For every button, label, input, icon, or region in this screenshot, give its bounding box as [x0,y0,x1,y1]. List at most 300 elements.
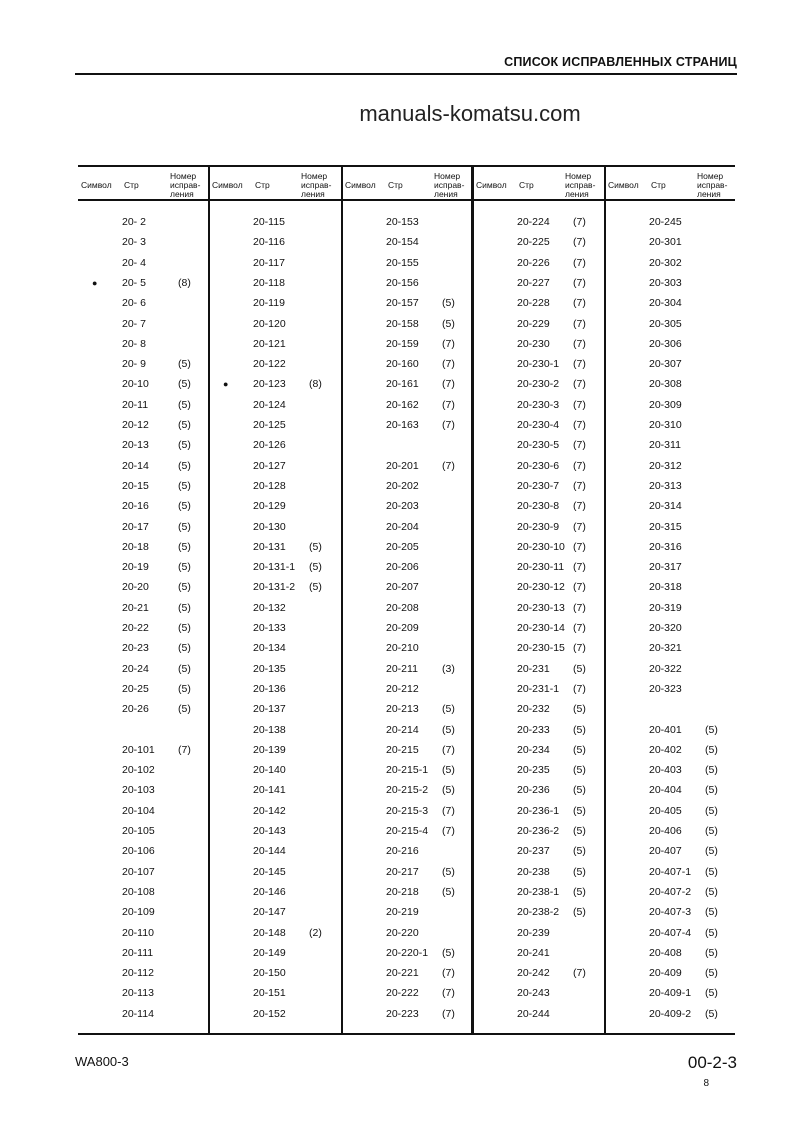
row-page: 20-407 [649,845,682,858]
row-page: 20-158 [386,317,419,330]
row-page: 20-230-12 [517,581,565,594]
row-page: 20-154 [386,236,419,249]
row-revision: (5) [178,439,191,452]
row-revision: (7) [573,540,586,553]
row-page: 20-106 [122,845,155,858]
row-revision: (5) [573,703,586,716]
header-revision: Номер исправ- ления [697,171,728,199]
row-page: 20- 7 [122,317,146,330]
row-page: 20-210 [386,642,419,655]
row-page: 20-401 [649,723,682,736]
column-divider [341,165,343,1035]
row-page: 20-236-2 [517,825,560,837]
row-revision: (7) [442,987,455,1000]
row-page: 20-15 [122,479,149,492]
row-page: 20-212 [386,682,419,695]
row-page: 20-404 [649,784,682,797]
row-revision: (5) [178,500,191,513]
row-page: 20-244 [517,1007,550,1020]
row-revision: (5) [178,642,191,655]
row-revision: (5) [442,703,455,716]
row-page: 20-143 [253,825,286,837]
header-page: Стр [519,180,534,190]
row-revision: (5) [705,926,718,939]
row-page: 20-221 [386,967,419,980]
row-page: 20-407-2 [649,885,692,898]
row-page: 20-18 [122,540,149,553]
row-page: 20-131 [253,540,286,553]
row-revision: (5) [442,865,455,878]
row-page: 20-22 [122,622,149,634]
row-page: 20-230-11 [517,561,565,574]
row-revision: (5) [573,845,586,858]
row-revision: (7) [573,459,586,472]
row-page: 20-235 [517,764,550,777]
row-page: 20-140 [253,764,286,777]
row-page: 20-147 [253,906,286,919]
row-revision: (5) [178,601,191,614]
row-revision: (7) [573,256,586,269]
row-page: 20-321 [649,642,682,655]
row-revision: (5) [178,459,191,472]
row-page: 20-156 [386,276,419,289]
row-page: 20-128 [253,479,286,492]
row-page: 20-402 [649,743,682,756]
row-revision: (7) [442,804,455,817]
row-page: 20-13 [122,439,149,452]
row-revision: (5) [705,987,718,1000]
row-page: 20-230 [517,337,550,350]
row-page: 20-318 [649,581,682,594]
row-page: 20-239 [517,926,550,939]
row-page: 20- 9 [122,358,146,371]
row-page: 20-409 [649,967,682,980]
row-page: 20-137 [253,703,286,716]
row-page: 20-215 [386,743,419,756]
row-page: 20-307 [649,358,682,371]
row-revision: (5) [178,622,191,634]
row-revision: (2) [309,926,322,939]
row-page: 20-237 [517,845,550,858]
row-revision: (5) [178,419,191,431]
row-page: 20-236 [517,784,550,797]
row-revision: (7) [573,479,586,492]
row-page: 20-226 [517,256,550,269]
row-revision: (5) [178,398,191,411]
row-page: 20-207 [386,581,419,594]
row-page: 20-229 [517,317,550,330]
row-page: 20-107 [122,865,155,878]
row-page: 20-14 [122,459,149,472]
row-revision: (5) [573,764,586,777]
row-revision: (5) [573,825,586,837]
row-page: 20-113 [122,987,154,1000]
row-revision: (5) [573,723,586,736]
row-page: 20-19 [122,561,149,574]
row-revision: (5) [705,845,718,858]
row-page: 20-220-1 [386,946,429,959]
row-revision: (7) [573,297,586,310]
row-revision: (5) [705,885,718,898]
row-page: 20-11 [122,398,149,411]
row-revision: (7) [442,398,455,411]
row-revision: (5) [705,784,718,797]
row-page: 20-409-2 [649,1007,692,1020]
row-page: 20-138 [253,723,286,736]
row-revision: (7) [573,601,586,614]
row-page: 20-304 [649,297,682,310]
row-revision: (7) [442,967,455,980]
column-header [605,165,735,199]
row-revision: (5) [705,723,718,736]
row-revision: (7) [573,358,586,371]
row-revision: (7) [573,682,586,695]
row-page: 20-17 [122,520,149,533]
row-page: 20-105 [122,825,155,837]
row-revision: (7) [573,337,586,350]
row-revision: (5) [442,764,455,777]
row-page: 20-408 [649,946,682,959]
row-revision: (5) [573,804,586,817]
row-revision: (8) [178,276,191,289]
row-page: 20-103 [122,784,155,797]
row-page: 20-115 [253,216,285,228]
row-page: 20-116 [253,236,285,249]
row-page: 20-24 [122,662,149,675]
row-page: 20-215-3 [386,804,429,817]
row-revision: (5) [705,906,718,919]
row-page: 20-157 [386,297,419,310]
row-page: 20-111 [122,946,154,959]
row-revision: (5) [705,743,718,756]
row-revision: (5) [178,662,191,675]
row-page: 20-227 [517,276,550,289]
page-header-title: СПИСОК ИСПРАВЛЕННЫХ СТРАНИЦ [504,55,737,69]
row-page: 20-230-1 [517,358,560,371]
row-page: 20-230-10 [517,540,565,553]
row-page: 20-204 [386,520,419,533]
row-revision: (8) [309,378,322,391]
row-revision: (7) [442,825,455,837]
row-page: 20-112 [122,967,154,980]
row-page: 20-238-1 [517,885,560,898]
header-page: Стр [124,180,139,190]
row-page: 20-16 [122,500,149,513]
row-page: 20-215-2 [386,784,429,797]
row-page: 20-403 [649,764,682,777]
row-page: 20-215-4 [386,825,429,837]
row-page: 20-120 [253,317,286,330]
row-page: 20-234 [517,743,550,756]
row-revision: (5) [178,581,191,594]
row-revision: (5) [309,561,322,574]
row-page: 20-241 [517,946,550,959]
row-revision: (5) [178,540,191,553]
row-revision: (7) [573,439,586,452]
row-revision: (5) [705,804,718,817]
row-page: 20-230-7 [517,479,560,492]
row-page: 20-25 [122,682,149,695]
row-revision: (7) [442,358,455,371]
row-revision: (7) [573,317,586,330]
row-page: 20-230-6 [517,459,560,472]
row-page: 20-320 [649,622,682,634]
row-page: 20-211 [386,662,418,675]
row-page: 20- 3 [122,236,146,249]
header-symbol: Символ [212,180,243,190]
row-page: 20-21 [122,601,149,614]
row-revision: (5) [705,825,718,837]
row-revision: (5) [705,946,718,959]
header-symbol: Символ [608,180,639,190]
header-symbol: Символ [345,180,376,190]
row-page: 20-242 [517,967,550,980]
row-page: 20-159 [386,337,419,350]
row-page: 20-150 [253,967,286,980]
row-symbol: ● [92,277,98,288]
footer-page-number: 00-2-3 [687,1053,737,1072]
row-page: 20-224 [517,216,550,228]
row-page: 20-148 [253,926,286,939]
row-page: 20-26 [122,703,149,716]
row-page: 20-245 [649,216,682,228]
row-page: 20-225 [517,236,550,249]
row-revision: (5) [573,885,586,898]
row-page: 20-135 [253,662,286,675]
row-page: 20-20 [122,581,149,594]
row-page: 20-228 [517,297,550,310]
header-page: Стр [255,180,270,190]
row-page: 20-409-1 [649,987,692,1000]
row-revision: (7) [442,419,455,431]
column-header [209,165,339,199]
row-page: 20-142 [253,804,286,817]
row-revision: (7) [442,1007,455,1020]
row-page: 20- 2 [122,216,146,228]
row-page: 20-124 [253,398,286,411]
row-page: 20-130 [253,520,286,533]
row-revision: (7) [573,276,586,289]
row-page: 20-231-1 [517,682,560,695]
row-page: 20- 5 [122,276,146,289]
row-revision: (7) [573,581,586,594]
row-page: 20-317 [649,561,682,574]
row-page: 20-407-3 [649,906,692,919]
row-revision: (7) [573,216,586,228]
row-page: 20-305 [649,317,682,330]
column-header [78,165,208,199]
column-divider [471,165,474,1035]
row-symbol: ● [223,379,229,390]
row-page: 20-155 [386,256,419,269]
row-page: 20-216 [386,845,419,858]
row-page: 20-214 [386,723,419,736]
row-page: 20-132 [253,601,286,614]
row-page: 20-230-13 [517,601,565,614]
column-divider [208,165,210,1035]
row-revision: (7) [573,419,586,431]
row-page: 20-222 [386,987,419,1000]
row-page: 20-316 [649,540,682,553]
table-bottom-rule [78,1033,735,1035]
row-page: 20-109 [122,906,155,919]
header-symbol: Символ [476,180,507,190]
row-revision: (5) [309,540,322,553]
header-rule [75,73,737,75]
row-revision: (5) [178,520,191,533]
row-page: 20-230-15 [517,642,565,655]
row-page: 20-163 [386,419,419,431]
row-page: 20-407-1 [649,865,692,878]
column-header [342,165,472,199]
row-revision: (7) [442,337,455,350]
row-revision: (7) [178,743,191,756]
row-page: 20-146 [253,885,286,898]
row-page: 20-125 [253,419,286,431]
row-page: 20-218 [386,885,419,898]
row-revision: (5) [573,906,586,919]
row-page: 20-151 [253,987,286,1000]
row-page: 20-243 [517,987,550,1000]
row-page: 20-136 [253,682,286,695]
row-page: 20-101 [122,743,155,756]
row-page: 20-323 [649,682,682,695]
row-page: 20-152 [253,1007,286,1020]
row-page: 20-114 [122,1007,154,1020]
row-revision: (5) [442,297,455,310]
row-page: 20- 8 [122,337,146,350]
row-page: 20-219 [386,906,419,919]
row-revision: (7) [573,520,586,533]
row-page: 20-110 [122,926,154,939]
row-page: 20-302 [649,256,682,269]
row-revision: (5) [705,764,718,777]
row-page: 20-12 [122,419,149,431]
row-revision: (7) [573,561,586,574]
row-page: 20-315 [649,520,682,533]
row-revision: (3) [442,662,455,675]
row-page: 20-238-2 [517,906,560,919]
row-page: 20-230-4 [517,419,560,431]
row-revision: (5) [705,865,718,878]
row-page: 20-206 [386,561,419,574]
row-page: 20-127 [253,459,286,472]
row-page: 20-122 [253,358,286,371]
row-page: 20-145 [253,865,286,878]
row-page: 20-149 [253,946,286,959]
footer-revision-mark: 8 [703,1078,709,1089]
row-revision: (7) [573,500,586,513]
row-page: 20-202 [386,479,419,492]
row-page: 20-310 [649,419,682,431]
row-page: 20-203 [386,500,419,513]
row-page: 20-201 [386,459,419,472]
row-revision: (5) [573,743,586,756]
row-revision: (5) [442,946,455,959]
row-page: 20-230-9 [517,520,560,533]
row-page: 20-313 [649,479,682,492]
row-revision: (5) [178,479,191,492]
row-page: 20- 4 [122,256,146,269]
row-revision: (5) [573,865,586,878]
column-divider [604,165,606,1035]
row-page: 20-129 [253,500,286,513]
row-page: 20-23 [122,642,149,655]
row-page: 20-121 [253,337,286,350]
row-revision: (5) [309,581,322,594]
footer-model: WA800-3 [75,1054,129,1069]
row-revision: (5) [178,682,191,695]
row-page: 20-108 [122,885,155,898]
row-revision: (7) [573,622,586,634]
row-page: 20-306 [649,337,682,350]
row-page: 20-133 [253,622,286,634]
row-revision: (7) [573,398,586,411]
row-page: 20-406 [649,825,682,837]
row-page: 20-220 [386,926,419,939]
row-page: 20-213 [386,703,419,716]
row-page: 20-131-1 [253,561,296,574]
row-page: 20-217 [386,865,419,878]
row-page: 20-314 [649,500,682,513]
row-page: 20-311 [649,439,681,452]
row-page: 20- 6 [122,297,146,310]
row-page: 20-153 [386,216,419,228]
row-revision: (5) [178,358,191,371]
row-page: 20-312 [649,459,682,472]
row-page: 20-119 [253,297,285,310]
row-page: 20-233 [517,723,550,736]
row-page: 20-238 [517,865,550,878]
row-revision: (7) [442,378,455,391]
header-symbol: Символ [81,180,112,190]
row-revision: (7) [573,642,586,655]
row-page: 20-144 [253,845,286,858]
row-page: 20-223 [386,1007,419,1020]
row-page: 20-407-4 [649,926,692,939]
row-page: 20-141 [253,784,286,797]
row-page: 20-230-8 [517,500,560,513]
row-page: 20-134 [253,642,286,655]
row-page: 20-117 [253,256,285,269]
row-page: 20-230-2 [517,378,560,391]
row-page: 20-208 [386,601,419,614]
row-page: 20-308 [649,378,682,391]
row-page: 20-123 [253,378,286,391]
row-page: 20-215-1 [386,764,429,777]
row-page: 20-232 [517,703,550,716]
row-revision: (7) [573,378,586,391]
row-page: 20-231 [517,662,550,675]
row-revision: (5) [178,561,191,574]
column-header [473,165,603,199]
row-page: 20-303 [649,276,682,289]
row-page: 20-161 [386,378,419,391]
row-page: 20-319 [649,601,682,614]
row-revision: (5) [178,378,191,391]
row-page: 20-236-1 [517,804,560,817]
row-page: 20-405 [649,804,682,817]
row-page: 20-104 [122,804,155,817]
row-page: 20-10 [122,378,149,391]
row-revision: (5) [442,723,455,736]
header-page: Стр [388,180,403,190]
row-revision: (7) [573,236,586,249]
row-revision: (5) [573,662,586,675]
row-page: 20-126 [253,439,286,452]
row-revision: (5) [178,703,191,716]
header-revision: Номер исправ- ления [434,171,465,199]
